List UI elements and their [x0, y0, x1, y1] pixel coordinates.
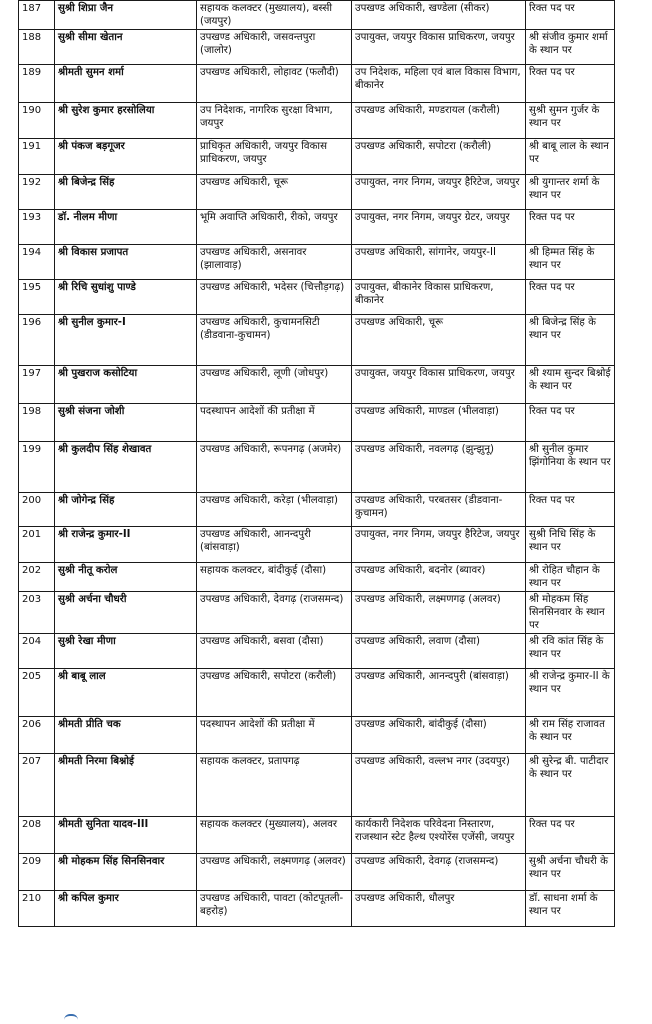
serial-number-cell: 198 [19, 404, 55, 442]
table-row [19, 634, 615, 669]
serial-number-cell: 195 [19, 280, 55, 315]
officer-name-cell: डॉ. नीलम मीणा [55, 210, 197, 245]
current-posting-cell: उपखण्ड अधिकारी, सपोटरा (करौली) [197, 669, 352, 717]
new-posting-cell: उपायुक्त, नगर निगम, जयपुर हैरिटेज, जयपुर [352, 175, 526, 210]
vacancy-remark-cell: डॉ. साधना शर्मा के स्थान पर [526, 891, 615, 927]
new-posting-cell: उपखण्ड अधिकारी, बदनोर (ब्यावर) [352, 563, 526, 592]
serial-number-cell: 200 [19, 493, 55, 527]
current-posting-cell: उपखण्ड अधिकारी, देवगढ़ (राजसमन्द) [197, 592, 352, 634]
officer-name-cell: सुश्री संजना जोशी [55, 404, 197, 442]
table-row [19, 854, 615, 891]
vacancy-remark-cell: श्री श्याम सुन्दर बिश्नोई के स्थान पर [526, 366, 615, 404]
current-posting-cell: उपखण्ड अधिकारी, पावटा (कोटपूतली-बहरोड़) [197, 891, 352, 927]
table-row [19, 30, 615, 65]
serial-number-cell: 201 [19, 527, 55, 563]
officer-name-cell: श्रीमती सुमन शर्मा [55, 65, 197, 103]
table-row [19, 527, 615, 563]
vacancy-remark-cell: रिक्त पद पर [526, 280, 615, 315]
officer-name-cell: श्री पंकज बड़गूजर [55, 139, 197, 175]
officer-name-cell: सुश्री नीतू करोल [55, 563, 197, 592]
new-posting-cell: उपायुक्त, बीकानेर विकास प्राधिकरण, बीकानेर [352, 280, 526, 315]
table-row [19, 717, 615, 754]
new-posting-cell: उपखण्ड अधिकारी, लवाण (दौसा) [352, 634, 526, 669]
table-row [19, 245, 615, 280]
serial-number-cell: 197 [19, 366, 55, 404]
new-posting-cell: उपखण्ड अधिकारी, धौलपुर [352, 891, 526, 927]
new-posting-cell: उपखण्ड अधिकारी, वल्लभ नगर (उदयपुर) [352, 754, 526, 817]
current-posting-cell: सहायक कलक्टर (मुख्यालय), बस्सी (जयपुर) [197, 1, 352, 30]
serial-number-cell: 192 [19, 175, 55, 210]
vacancy-remark-cell: रिक्त पद पर [526, 1, 615, 30]
current-posting-cell: उपखण्ड अधिकारी, चूरू [197, 175, 352, 210]
serial-number-cell: 206 [19, 717, 55, 754]
serial-number-cell: 204 [19, 634, 55, 669]
vacancy-remark-cell: श्री युगान्तर शर्मा के स्थान पर [526, 175, 615, 210]
officer-name-cell: सुश्री शिप्रा जैन [55, 1, 197, 30]
new-posting-cell: उपायुक्त, नगर निगम, जयपुर ग्रेटर, जयपुर [352, 210, 526, 245]
officer-name-cell: श्री पुखराज कसोटिया [55, 366, 197, 404]
new-posting-cell: उपायुक्त, जयपुर विकास प्राधिकरण, जयपुर [352, 30, 526, 65]
current-posting-cell: सहायक कलक्टर, प्रतापगढ़ [197, 754, 352, 817]
officer-name-cell: श्री राजेन्द्र कुमार-II [55, 527, 197, 563]
table-row [19, 669, 615, 717]
current-posting-cell: उप निदेशक, नागरिक सुरक्षा विभाग, जयपुर [197, 103, 352, 139]
serial-number-cell: 210 [19, 891, 55, 927]
new-posting-cell: उपखण्ड अधिकारी, खण्डेला (सीकर) [352, 1, 526, 30]
serial-number-cell: 187 [19, 1, 55, 30]
current-posting-cell: सहायक कलक्टर (मुख्यालय), अलवर [197, 817, 352, 854]
serial-number-cell: 191 [19, 139, 55, 175]
table-row [19, 1, 615, 30]
serial-number-cell: 203 [19, 592, 55, 634]
vacancy-remark-cell: सुश्री सुमन गुर्जर के स्थान पर [526, 103, 615, 139]
new-posting-cell: कार्यकारी निदेशक परिवेदना निस्तारण, राजस्थान स्टेट हैल्थ एश्योरेंस एजेंसी, जयपुर [352, 817, 526, 854]
table-row [19, 891, 615, 927]
current-posting-cell: उपखण्ड अधिकारी, लोहावट (फलौदी) [197, 65, 352, 103]
new-posting-cell: उपखण्ड अधिकारी, सांगानेर, जयपुर-II [352, 245, 526, 280]
serial-number-cell: 202 [19, 563, 55, 592]
scan-mark [64, 1014, 78, 1020]
table-row [19, 754, 615, 817]
table-row [19, 315, 615, 366]
officer-name-cell: श्री मोहकम सिंह सिनसिनवार [55, 854, 197, 891]
vacancy-remark-cell: सुश्री अर्चना चौधरी के स्थान पर [526, 854, 615, 891]
new-posting-cell: उपखण्ड अधिकारी, नवलगढ़ (झुन्झुनू) [352, 442, 526, 493]
vacancy-remark-cell: रिक्त पद पर [526, 65, 615, 103]
serial-number-cell: 207 [19, 754, 55, 817]
table-row [19, 65, 615, 103]
vacancy-remark-cell: श्री मोहकम सिंह सिनसिनवार के स्थान पर [526, 592, 615, 634]
current-posting-cell: भूमि अवाप्ति अधिकारी, रीको, जयपुर [197, 210, 352, 245]
vacancy-remark-cell: श्री सुनील कुमार झिंगोनिया के स्थान पर [526, 442, 615, 493]
new-posting-cell: उपखण्ड अधिकारी, आनन्दपुरी (बांसवाड़ा) [352, 669, 526, 717]
table-row [19, 366, 615, 404]
new-posting-cell: उपायुक्त, नगर निगम, जयपुर हैरिटेज, जयपुर [352, 527, 526, 563]
officer-name-cell: श्री रिचि सुधांशु पाण्डे [55, 280, 197, 315]
officer-name-cell: श्रीमती निरमा बिश्नोई [55, 754, 197, 817]
serial-number-cell: 208 [19, 817, 55, 854]
officer-name-cell: श्री कुलदीप सिंह शेखावत [55, 442, 197, 493]
new-posting-cell: उपखण्ड अधिकारी, देवगढ़ (राजसमन्द) [352, 854, 526, 891]
officer-name-cell: श्री बिजेन्द्र सिंह [55, 175, 197, 210]
officer-name-cell: श्री कपिल कुमार [55, 891, 197, 927]
current-posting-cell: पदस्थापन आदेशों की प्रतीक्षा में [197, 404, 352, 442]
officer-name-cell: श्री सुनील कुमार-I [55, 315, 197, 366]
new-posting-cell: उपायुक्त, जयपुर विकास प्राधिकरण, जयपुर [352, 366, 526, 404]
table-row [19, 175, 615, 210]
serial-number-cell: 189 [19, 65, 55, 103]
officer-name-cell: श्रीमती प्रीति चक [55, 717, 197, 754]
vacancy-remark-cell: श्री रवि कांत सिंह के स्थान पर [526, 634, 615, 669]
table-row [19, 103, 615, 139]
table-row [19, 210, 615, 245]
serial-number-cell: 205 [19, 669, 55, 717]
vacancy-remark-cell: श्री बाबू लाल के स्थान पर [526, 139, 615, 175]
vacancy-remark-cell: श्री रोहित चौहान के स्थान पर [526, 563, 615, 592]
transfer-order-table [18, 0, 615, 927]
serial-number-cell: 194 [19, 245, 55, 280]
current-posting-cell: उपखण्ड अधिकारी, बसवा (दौसा) [197, 634, 352, 669]
vacancy-remark-cell: श्री बिजेन्द्र सिंह के स्थान पर [526, 315, 615, 366]
serial-number-cell: 196 [19, 315, 55, 366]
serial-number-cell: 188 [19, 30, 55, 65]
new-posting-cell: उपखण्ड अधिकारी, परबतसर (डीडवाना-कुचामन) [352, 493, 526, 527]
vacancy-remark-cell: रिक्त पद पर [526, 817, 615, 854]
serial-number-cell: 190 [19, 103, 55, 139]
vacancy-remark-cell: श्री राजेन्द्र कुमार-II के स्थान पर [526, 669, 615, 717]
serial-number-cell: 209 [19, 854, 55, 891]
new-posting-cell: उपखण्ड अधिकारी, बांदीकुई (दौसा) [352, 717, 526, 754]
table-row [19, 442, 615, 493]
officer-name-cell: श्री विकास प्रजापत [55, 245, 197, 280]
vacancy-remark-cell: रिक्त पद पर [526, 404, 615, 442]
current-posting-cell: सहायक कलक्टर, बांदीकुई (दौसा) [197, 563, 352, 592]
vacancy-remark-cell: श्री राम सिंह राजावत के स्थान पर [526, 717, 615, 754]
officer-name-cell: श्रीमती सुनिता यादव-III [55, 817, 197, 854]
new-posting-cell: उपखण्ड अधिकारी, चूरू [352, 315, 526, 366]
officer-name-cell: सुश्री अर्चना चौधरी [55, 592, 197, 634]
officer-name-cell: श्री जोगेन्द्र सिंह [55, 493, 197, 527]
new-posting-cell: उप निदेशक, महिला एवं बाल विकास विभाग, बीकानेर [352, 65, 526, 103]
current-posting-cell: उपखण्ड अधिकारी, करेड़ा (भीलवाड़ा) [197, 493, 352, 527]
table-row [19, 404, 615, 442]
officer-name-cell: श्री बाबू लाल [55, 669, 197, 717]
current-posting-cell: उपखण्ड अधिकारी, रूपनगढ़ (अजमेर) [197, 442, 352, 493]
current-posting-cell: पदस्थापन आदेशों की प्रतीक्षा में [197, 717, 352, 754]
vacancy-remark-cell: श्री हिम्मत सिंह के स्थान पर [526, 245, 615, 280]
table-row [19, 493, 615, 527]
current-posting-cell: उपखण्ड अधिकारी, कुचामनसिटी (डीडवाना-कुचामन) [197, 315, 352, 366]
new-posting-cell: उपखण्ड अधिकारी, माण्डल (भीलवाड़ा) [352, 404, 526, 442]
vacancy-remark-cell: श्री संजीव कुमार शर्मा के स्थान पर [526, 30, 615, 65]
current-posting-cell: उपखण्ड अधिकारी, लक्ष्मणगढ़ (अलवर) [197, 854, 352, 891]
vacancy-remark-cell: सुश्री निधि सिंह के स्थान पर [526, 527, 615, 563]
serial-number-cell: 199 [19, 442, 55, 493]
vacancy-remark-cell: रिक्त पद पर [526, 210, 615, 245]
table-row [19, 817, 615, 854]
vacancy-remark-cell: रिक्त पद पर [526, 493, 615, 527]
current-posting-cell: उपखण्ड अधिकारी, जसवन्तपुरा (जालोर) [197, 30, 352, 65]
current-posting-cell: उपखण्ड अधिकारी, भदेसर (चित्तौड़गढ़) [197, 280, 352, 315]
new-posting-cell: उपखण्ड अधिकारी, लक्ष्मणगढ़ (अलवर) [352, 592, 526, 634]
current-posting-cell: उपखण्ड अधिकारी, आनन्दपुरी (बांसवाड़ा) [197, 527, 352, 563]
officer-name-cell: सुश्री रेखा मीणा [55, 634, 197, 669]
officer-name-cell: सुश्री सीमा खेतान [55, 30, 197, 65]
current-posting-cell: उपखण्ड अधिकारी, असनावर (झालावाड़) [197, 245, 352, 280]
table-row [19, 139, 615, 175]
table-row [19, 280, 615, 315]
table-row [19, 592, 615, 634]
table-body [19, 1, 615, 927]
new-posting-cell: उपखण्ड अधिकारी, मण्डरायल (करौली) [352, 103, 526, 139]
current-posting-cell: उपखण्ड अधिकारी, लूणी (जोधपुर) [197, 366, 352, 404]
current-posting-cell: प्राधिकृत अधिकारी, जयपुर विकास प्राधिकरण, जयपुर [197, 139, 352, 175]
vacancy-remark-cell: श्री सुरेन्द्र बी. पाटीदार के स्थान पर [526, 754, 615, 817]
table-row [19, 563, 615, 592]
serial-number-cell: 193 [19, 210, 55, 245]
officer-name-cell: श्री सुरेश कुमार हरसोलिया [55, 103, 197, 139]
new-posting-cell: उपखण्ड अधिकारी, सपोटरा (करौली) [352, 139, 526, 175]
